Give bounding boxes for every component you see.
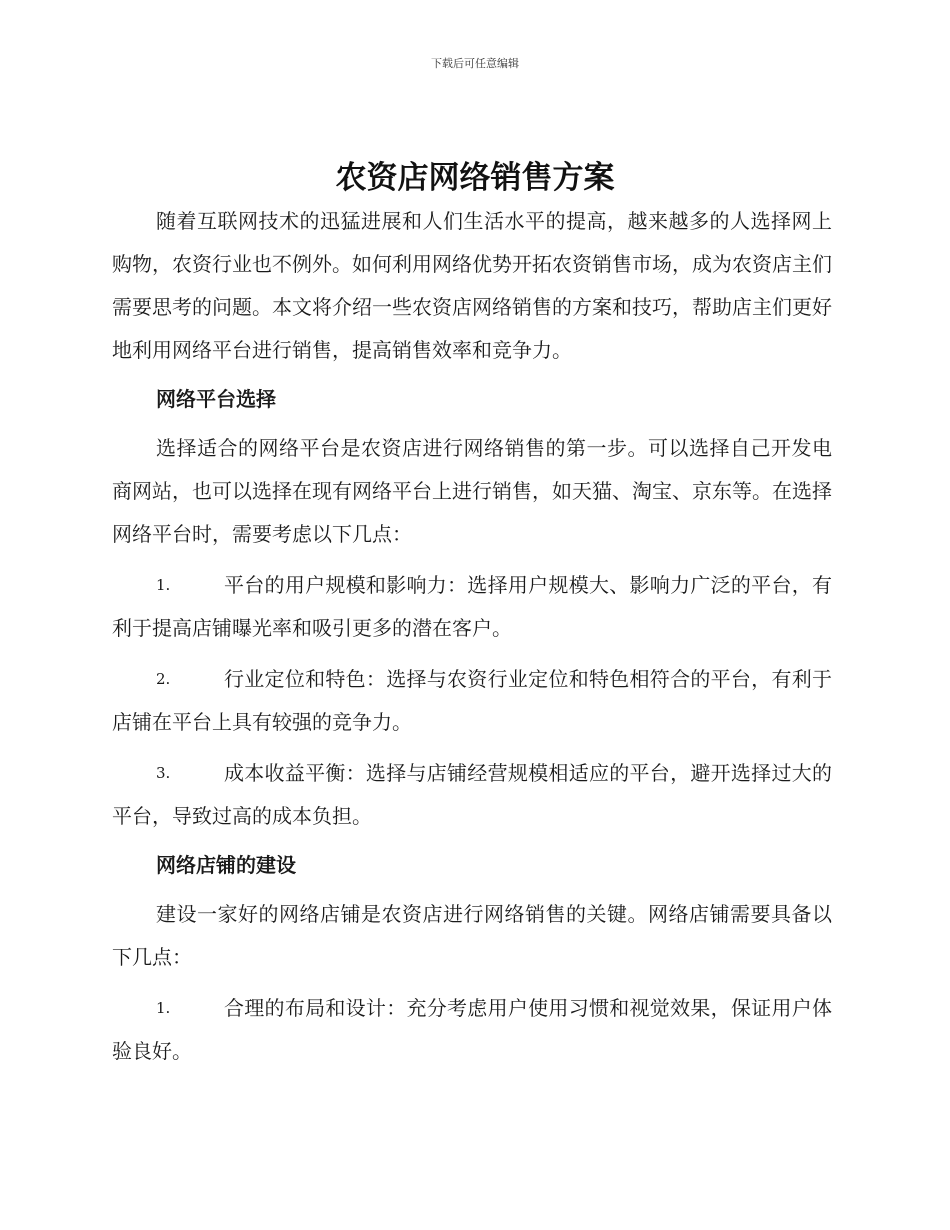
header-note: 下载后可任意编辑 [431,57,519,70]
section-paragraph-platform: 选择适合的网络平台是农资店进行网络销售的第一步。可以选择自己开发电商网站，也可以选择在现有网络平台上进行销售，如天猫、淘宝、京东等。在选择网络平台时，需要考虑以下几点： [112,436,832,546]
list-number: 1. [156,999,171,1017]
list-item-text: 平台的用户规模和影响力：选择用户规模大、影响力广泛的平台，有利于提高店铺曝光率和吸引更多的潜在客户。 [112,573,832,640]
intro-paragraph: 随着互联网技术的迅猛进展和人们生活水平的提高，越来越多的人选择网上购物，农资行业也不例外。如何利用网络优势开拓农资销售市场，成为农资店主们需要思考的问题。本文将介绍一些农资店网络销售的方案和技巧，帮助店主们更好地利用网络平台进行销售，提高销售效率和竞争力。 [112,209,832,362]
list-item [112,752,832,838]
list-item [112,987,832,1073]
list-number: 1. [156,576,171,594]
document-body [112,200,832,1073]
section-heading-platform: 网络平台选择 [156,387,276,411]
document-title: 农资店网络销售方案 [335,160,615,196]
list-item [112,564,832,650]
list-item-text: 行业定位和特色：选择与农资行业定位和特色相符合的平台，有利于店铺在平台上具有较强的竞争力。 [112,667,832,734]
list-number: 3. [156,764,171,782]
list-number: 2. [156,670,171,688]
section-paragraph-store-building: 建设一家好的网络店铺是农资店进行网络销售的关键。网络店铺需要具备以下几点： [112,902,832,969]
list-item-text: 合理的布局和设计：充分考虑用户使用习惯和视觉效果，保证用户体验良好。 [112,996,832,1063]
section-heading-store-building: 网络店铺的建设 [156,853,296,877]
list-item [112,658,832,744]
list-item-text: 成本收益平衡：选择与店铺经营规模相适应的平台，避开选择过大的平台，导致过高的成本负担。 [112,761,832,828]
